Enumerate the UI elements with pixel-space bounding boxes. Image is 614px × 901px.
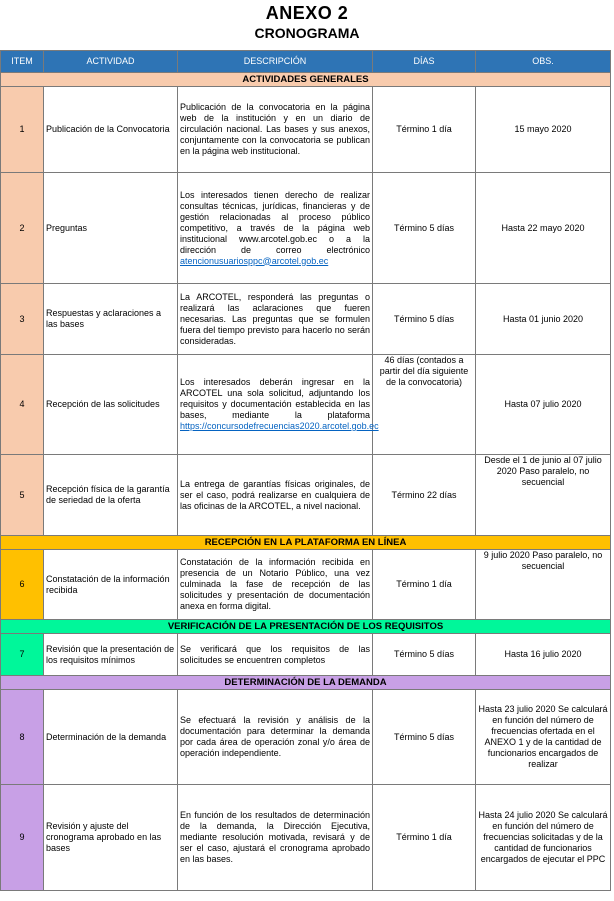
section-plataforma: [1, 536, 611, 550]
section-label: DETERMINACIÓN DE LA DEMANDA: [1, 676, 611, 690]
row-item: 8: [1, 690, 44, 785]
row-actividad: Revisión que la presentación de los requisitos mínimos: [44, 634, 178, 676]
row-item: 7: [1, 634, 44, 676]
header-dias: DÍAS: [373, 51, 476, 73]
row-obs: Desde el 1 de junio al 07 julio 2020 Paso paralelo, no secuencial: [476, 455, 611, 536]
row-obs: Hasta 24 julio 2020 Se calculará en función del número de frecuencias solicitadas y de la cantidad de funcionarios encargados de ejecutar el PPC: [476, 785, 611, 891]
row-descripcion: Constatación de la información recibida en presencia de un Notario Público, una vez culminada la fase de recepción de las solicitudes y presentación de documentación anexa en forma digital.: [178, 550, 373, 620]
row-item: 3: [1, 284, 44, 355]
row-descripcion: La ARCOTEL, responderá las preguntas o realizará las aclaraciones que fueren necesarias. Las preguntas que se formulen fuera del tiempo previsto para hacerlo no serán consideradas.: [178, 284, 373, 355]
schedule-table: [0, 50, 611, 891]
row-descripcion: [178, 355, 379, 455]
email-link[interactable]: atencionusuariosppc@arcotel.gob.ec: [180, 255, 329, 266]
table-row: [1, 690, 611, 785]
row-item: 9: [1, 785, 44, 891]
row-descripcion-text: Los interesados deberán ingresar en la ARCOTEL una sola solicitud, adjuntando los requisitos y documentación establecida en las bases, mediante la plataforma: [180, 377, 370, 420]
row-dias: Término 1 día: [373, 550, 476, 620]
table-row: [1, 173, 611, 284]
row-obs: 15 mayo 2020: [476, 87, 611, 173]
row-actividad: Recepción física de la garantía de seriedad de la oferta: [44, 455, 178, 536]
row-descripcion: [178, 173, 373, 284]
platform-link[interactable]: https://concursodefrecuencias2020.arcotel.gob.ec: [180, 421, 379, 431]
row-actividad: Determinación de la demanda: [44, 690, 178, 785]
row-item: 6: [1, 550, 44, 620]
row-item: 4: [1, 355, 44, 455]
row-obs: Hasta 07 julio 2020: [476, 355, 611, 455]
row-descripcion: Se verificará que los requisitos de las solicitudes se encuentren completos: [178, 634, 373, 676]
section-label: ACTIVIDADES GENERALES: [1, 73, 611, 87]
section-label: RECEPCIÓN EN LA PLATAFORMA EN LÍNEA: [1, 536, 611, 550]
table-row: [1, 455, 611, 536]
row-actividad: Constatación de la información recibida: [44, 550, 178, 620]
row-obs: Hasta 01 junio 2020: [476, 284, 611, 355]
section-verificacion: [1, 620, 611, 634]
row-dias: Término 5 días: [373, 173, 476, 284]
section-generales: [1, 73, 611, 87]
row-dias: Término 5 días: [373, 690, 476, 785]
row-descripcion-text: Los interesados tienen derecho de realizar consultas técnicas, jurídicas, financieras y de gestión relacionadas al proceso público competitivo, a través de la página web institucional www.arcotel.gob.ec o a la dirección de correo electrónico: [180, 189, 370, 255]
table-row: [1, 284, 611, 355]
row-item: 5: [1, 455, 44, 536]
row-dias: 46 días (contados a partir del día siguiente de la convocatoria): [373, 355, 476, 455]
table-row: [1, 634, 611, 676]
row-item: 1: [1, 87, 44, 173]
header-item: ITEM: [1, 51, 44, 73]
row-actividad: Revisión y ajuste del cronograma aprobado en las bases: [44, 785, 178, 891]
document-subtitle: CRONOGRAMA: [254, 25, 360, 41]
row-actividad: Preguntas: [44, 173, 178, 284]
row-dias: Término 22 días: [373, 455, 476, 536]
row-dias: Término 1 día: [373, 785, 476, 891]
section-label: VERIFICACIÓN DE LA PRESENTACIÓN DE LOS REQUISITOS: [1, 620, 611, 634]
row-item: 2: [1, 173, 44, 284]
document-title: ANEXO 2: [265, 3, 349, 23]
table-row: [1, 355, 611, 455]
table-row: [1, 87, 611, 173]
header-descripcion: DESCRIPCIÓN: [178, 51, 373, 73]
table-header-row: [1, 51, 611, 73]
row-obs: Hasta 22 mayo 2020: [476, 173, 611, 284]
section-demanda: [1, 676, 611, 690]
row-descripcion: La entrega de garantías físicas originales, de ser el caso, podrá realizarse en cualquiera de las oficinas de la ARCOTEL, a nivel nacional.: [178, 455, 373, 536]
row-dias: Término 1 día: [373, 87, 476, 173]
row-dias: Término 5 días: [373, 634, 476, 676]
row-actividad: Publicación de la Convocatoria: [44, 87, 178, 173]
row-obs: Hasta 23 julio 2020 Se calculará en función del número de frecuencias ofertada en el ANEXO 1 y de la cantidad de funcionarios encargados de realizar: [476, 690, 611, 785]
table-row: [1, 550, 611, 620]
row-descripcion: Se efectuará la revisión y análisis de la documentación para determinar la demanda por cada área de operación zonal y/o área de operación independiente.: [178, 690, 373, 785]
header-obs: OBS.: [476, 51, 611, 73]
table-row: [1, 785, 611, 891]
header-actividad: ACTIVIDAD: [44, 51, 178, 73]
row-descripcion: Publicación de la convocatoria en la página web de la institución y en un diario de circulación nacional. Las bases y sus anexos, conjuntamente con la convocatoria se publican en la página web institucional.: [178, 87, 373, 173]
row-descripcion: En función de los resultados de determinación de la demanda, la Dirección Ejecutiva, mediante resolución motivada, revisará y de ser el caso, ajustará el cronograma aprobado en las bases.: [178, 785, 373, 891]
row-obs: Hasta 16 julio 2020: [476, 634, 611, 676]
row-actividad: Respuestas y aclaraciones a las bases: [44, 284, 178, 355]
row-obs: 9 julio 2020 Paso paralelo, no secuencial: [476, 550, 611, 620]
row-dias: Término 5 días: [373, 284, 476, 355]
row-actividad: Recepción de las solicitudes: [44, 355, 178, 455]
